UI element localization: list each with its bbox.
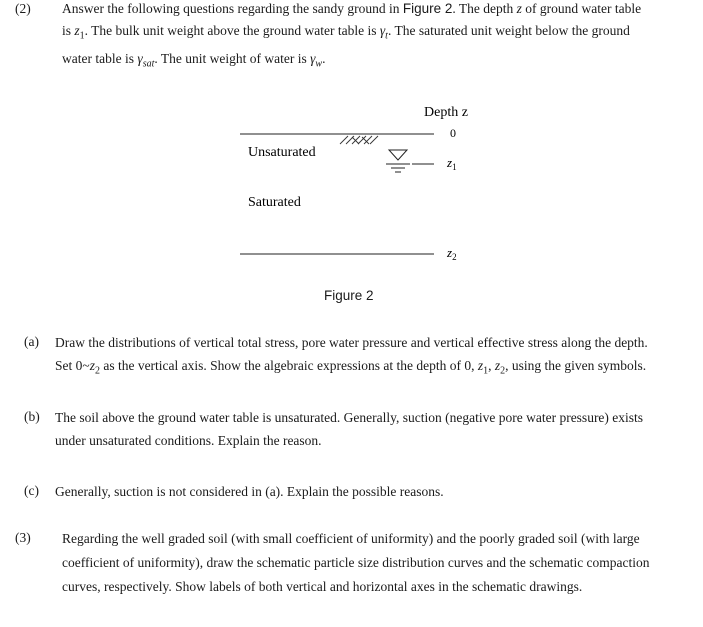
symbol-z1-sub: 1 <box>79 30 85 42</box>
part-a-line2-c: , <box>488 358 495 373</box>
q3-line3: curves, respectively. Show labels of both vertical and horizontal axes in the schematic drawings. <box>62 579 583 594</box>
symbol-z: z <box>516 1 522 16</box>
symbol-z2-inline-b-sub: 2 <box>500 365 506 377</box>
symbol-z2-inline: z <box>89 358 95 373</box>
symbol-z1-inline-sub: 1 <box>483 365 489 377</box>
part-b-line1: The soil above the ground water table is unsaturated. Generally, suction (negative pore water pressure) exists <box>55 410 644 425</box>
q2-line2-c: . The saturated unit weight below the ground <box>387 23 630 38</box>
question-number-3: (3) <box>15 530 31 545</box>
figure-caption: Figure 2 <box>324 288 374 303</box>
part-a-line2-b: as the vertical axis. Show the algebraic expressions at the depth of 0, <box>99 358 478 373</box>
part-b-text <box>55 406 685 452</box>
figure-reference: Figure 2 <box>402 1 453 16</box>
q2-intro-c: of ground water table <box>521 1 642 16</box>
question-3-text <box>62 527 684 599</box>
q2-line2-b: . The bulk unit weight above the ground water table is <box>84 23 380 38</box>
part-c-text <box>55 480 685 503</box>
symbol-t-sub: t <box>385 30 388 42</box>
depth-tick-0: 0 <box>450 126 456 140</box>
part-a-text <box>55 331 685 383</box>
q2-line3-b: . The unit weight of water is <box>154 50 311 66</box>
part-a-line2-a: Set 0~ <box>55 358 90 373</box>
part-a-line1: Draw the distributions of vertical total stress, pore water pressure and vertical effective stress along the depth. <box>55 335 648 350</box>
q2-line3-c: . <box>322 50 326 66</box>
symbol-z2-inline-b: z <box>494 358 501 373</box>
q2-intro-a: Answer the following questions regarding the sandy ground in <box>62 1 403 16</box>
symbol-gamma-t: γ <box>379 23 386 38</box>
part-b-line2: under unsaturated conditions. Explain the reason. <box>55 433 322 448</box>
question-number-2: (2) <box>15 1 31 16</box>
symbol-w-sub: w <box>315 58 323 70</box>
q2-line2-a: is <box>62 23 75 38</box>
depth-tick-z1: $z_1$ <box>447 155 457 172</box>
q3-line2: coefficient of uniformity), draw the schematic particle size distribution curves and the schematic compaction <box>62 555 650 570</box>
symbol-z1: z <box>74 23 80 38</box>
q2-line3-a: water table is <box>62 50 138 66</box>
water-table-symbol <box>386 150 410 172</box>
depth-axis-title: Depth z <box>424 105 468 120</box>
symbol-gamma-w: γ <box>310 50 316 66</box>
saturated-label: Saturated <box>248 195 301 210</box>
symbol-gamma-sat: γ <box>137 50 143 66</box>
unsaturated-label: Unsaturated <box>248 145 316 160</box>
symbol-sat-sub: sat <box>142 58 155 70</box>
ground-hatch-symbol <box>340 136 378 144</box>
q3-line1: Regarding the well graded soil (with small coefficient of uniformity) and the poorly graded soil (with large <box>62 531 640 546</box>
part-c-line1: Generally, suction is not considered in (a). Explain the possible reasons. <box>55 484 444 499</box>
part-a-label: (a) <box>24 334 39 349</box>
depth-tick-z2: $z_2$ <box>447 245 457 262</box>
symbol-z1-inline: z <box>477 358 484 373</box>
part-a-line2-d: , using the given symbols. <box>505 358 647 373</box>
part-c-label: (c) <box>24 483 39 498</box>
symbol-z2-inline-sub: 2 <box>94 365 100 377</box>
q2-intro-b: . The depth <box>452 1 517 16</box>
part-b-label: (b) <box>24 409 40 424</box>
